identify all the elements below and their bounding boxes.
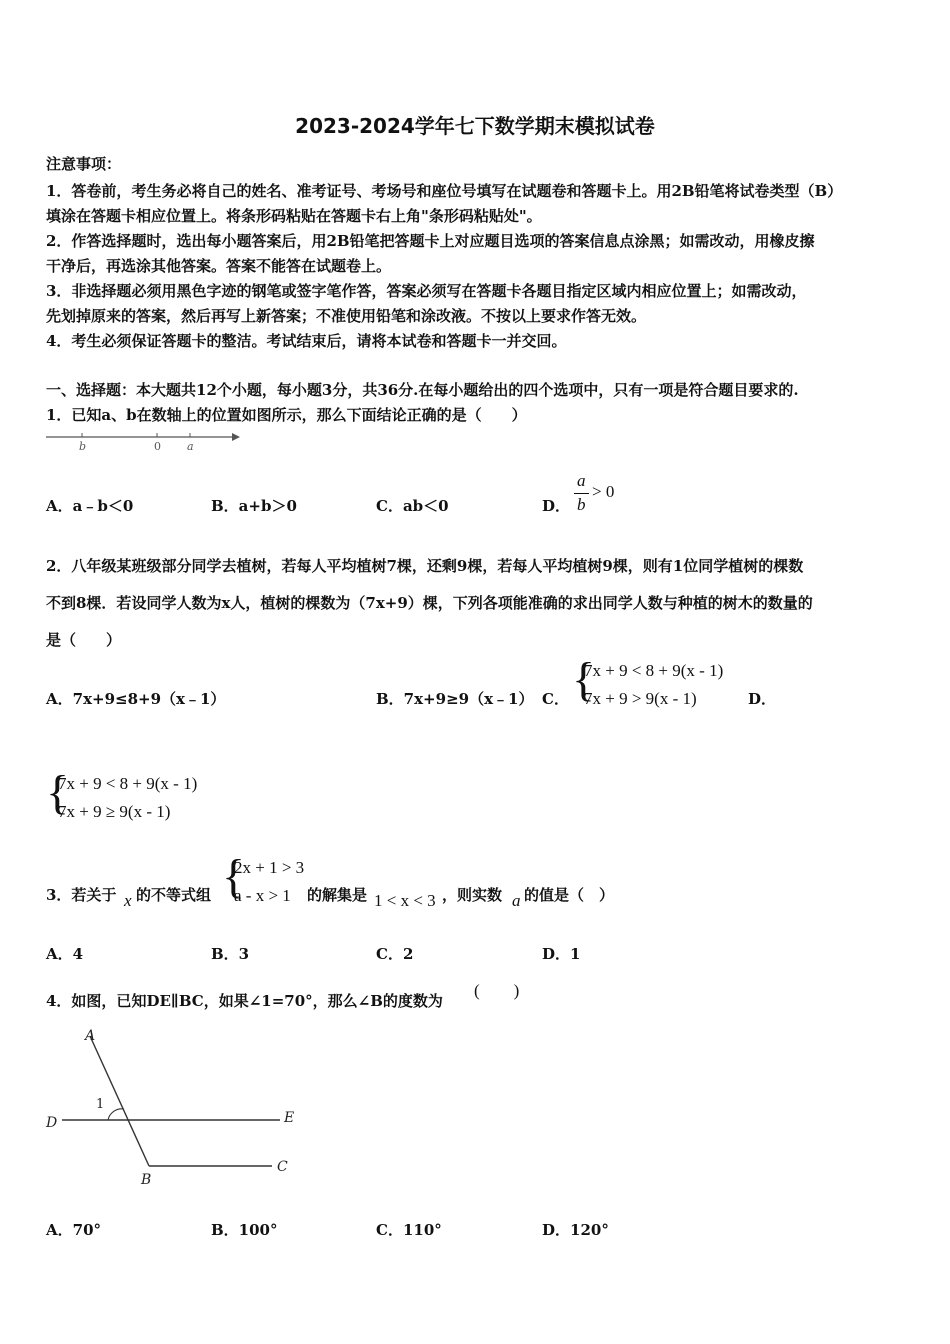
q2-option-c-label: C． [542, 690, 569, 708]
q1-stem: 1．已知a、b在数轴上的位置如图所示，那么下面结论正确的是（ ） [46, 406, 527, 424]
notice-line: 干净后，再选涂其他答案。答案不能答在试题卷上。 [46, 257, 392, 275]
q2-c-ineq-1: 7x + 9 < 8 + 9(x - 1) [584, 661, 724, 680]
notice-line: 3．非选择题必须用黑色字迹的钢笔或签字笔作答，答案必须写在答题卡各题目指定区域内相应位置上；如需改动， [46, 282, 807, 300]
notice-line: 2．作答选择题时，选出每小题答案后，用2B铅笔把答题卡上对应题目选项的答案信息点涂黑；如需改动，用橡皮擦 [46, 232, 815, 250]
page-title: 2023-2024学年七下数学期末模拟试卷 [295, 114, 655, 138]
q2-d-ineq-1: 7x + 9 < 8 + 9(x - 1) [58, 774, 198, 793]
q3-text: ，则实数 [442, 886, 503, 904]
q1-option-a: A．a﹣b＜0 [46, 497, 134, 515]
brace-icon: { [222, 850, 246, 903]
notice-line: 填涂在答题卡相应位置上。将条形码粘贴在答题卡右上角"条形码粘贴处"。 [46, 207, 542, 225]
q3-option-c: C．2 [376, 945, 414, 963]
parallel-lines-figure [40, 1026, 310, 1192]
q1-option-c: C．ab＜0 [376, 497, 449, 515]
q3-var-a: a [512, 891, 521, 910]
point-label-b: B [141, 1172, 152, 1188]
q3-option-d: D．1 [542, 945, 581, 963]
q3-solution: 1 < x < 3 [374, 891, 436, 910]
q2-c-ineq-2: 7x + 9 > 9(x - 1) [584, 689, 697, 708]
brace-icon: { [572, 653, 596, 706]
q4-option-b: B．100° [211, 1221, 278, 1239]
section-heading: 一、选择题：本大题共12个小题，每小题3分，共36分.在每小题给出的四个选项中，只有一项是符合题目要求的. [46, 381, 799, 399]
q1-d-denominator: b [577, 495, 586, 514]
brace-icon: { [46, 766, 70, 819]
q1-d-numerator: a [577, 471, 586, 490]
q2-option-d-label: D． [748, 690, 777, 708]
axis-label-0: 0 [154, 440, 161, 452]
notice-line: 4．考生必须保证答题卡的整洁。考试结束后，请将本试卷和答题卡一并交回。 [46, 332, 567, 350]
q3-option-b: B．3 [211, 945, 250, 963]
q4-answer-paren: ( ) [474, 981, 520, 1000]
point-label-d: D [46, 1115, 58, 1131]
fraction-bar [574, 493, 589, 494]
q4-option-d: D．120° [542, 1221, 609, 1239]
q2-stem-line: 不到8棵．若设同学人数为x人，植树的棵数为（7x+9）棵，下列各项能准确的求出同学人数与种植的树木的数量的 [46, 594, 813, 612]
q3-option-a: A．4 [46, 945, 84, 963]
q4-stem: 4．如图，已知DE∥BC，如果∠1=70°，那么∠B的度数为 [46, 992, 443, 1010]
q3-suffix: 的值是（ ） [524, 886, 615, 904]
number-line-figure [44, 428, 244, 452]
q2-option-a: A．7x+9≤8+9（x﹣1） [46, 690, 226, 708]
point-label-c: C [277, 1159, 288, 1175]
notice-line: 先划掉原来的答案，然后再写上新答案；不准使用铅笔和涂改液。不按以上要求作答无效。 [46, 307, 647, 325]
q3-prefix: 3．若关于 [46, 886, 117, 904]
notice-heading: 注意事项： [46, 155, 122, 173]
q2-stem-line: 是（ ） [46, 631, 122, 649]
q1-option-d-label: D． [542, 497, 571, 515]
axis-label-b: b [79, 440, 87, 452]
q3-ineq-1: 2x + 1 > 3 [234, 858, 305, 877]
q4-option-a: A．70° [46, 1221, 102, 1239]
angle-label-1: 1 [96, 1097, 105, 1112]
q2-d-ineq-2: 7x + 9 ≥ 9(x - 1) [58, 802, 171, 821]
notice-line: 1．答卷前，考生务必将自己的姓名、准考证号、考场号和座位号填写在试题卷和答题卡上。用2B铅笔将试卷类型（B） [46, 182, 843, 200]
axis-label-a: a [187, 440, 194, 452]
q3-text: 的不等式组 [136, 886, 212, 904]
point-label-e: E [284, 1110, 295, 1126]
q3-ineq-2: a - x > 1 [234, 886, 291, 905]
point-label-a: A [85, 1028, 96, 1044]
q1-option-b: B．a+b＞0 [211, 497, 297, 515]
q3-var-x: x [124, 891, 132, 910]
q2-stem-line: 2．八年级某班级部分同学去植树，若每人平均植树7棵，还剩9棵，若每人平均植树9棵，则有1位同学植树的棵数 [46, 557, 804, 575]
q4-option-c: C．110° [376, 1221, 442, 1239]
q2-option-b: B．7x+9≥9（x﹣1） [376, 690, 534, 708]
q3-text: 的解集是 [307, 886, 368, 904]
q1-d-relation: > 0 [592, 482, 615, 501]
